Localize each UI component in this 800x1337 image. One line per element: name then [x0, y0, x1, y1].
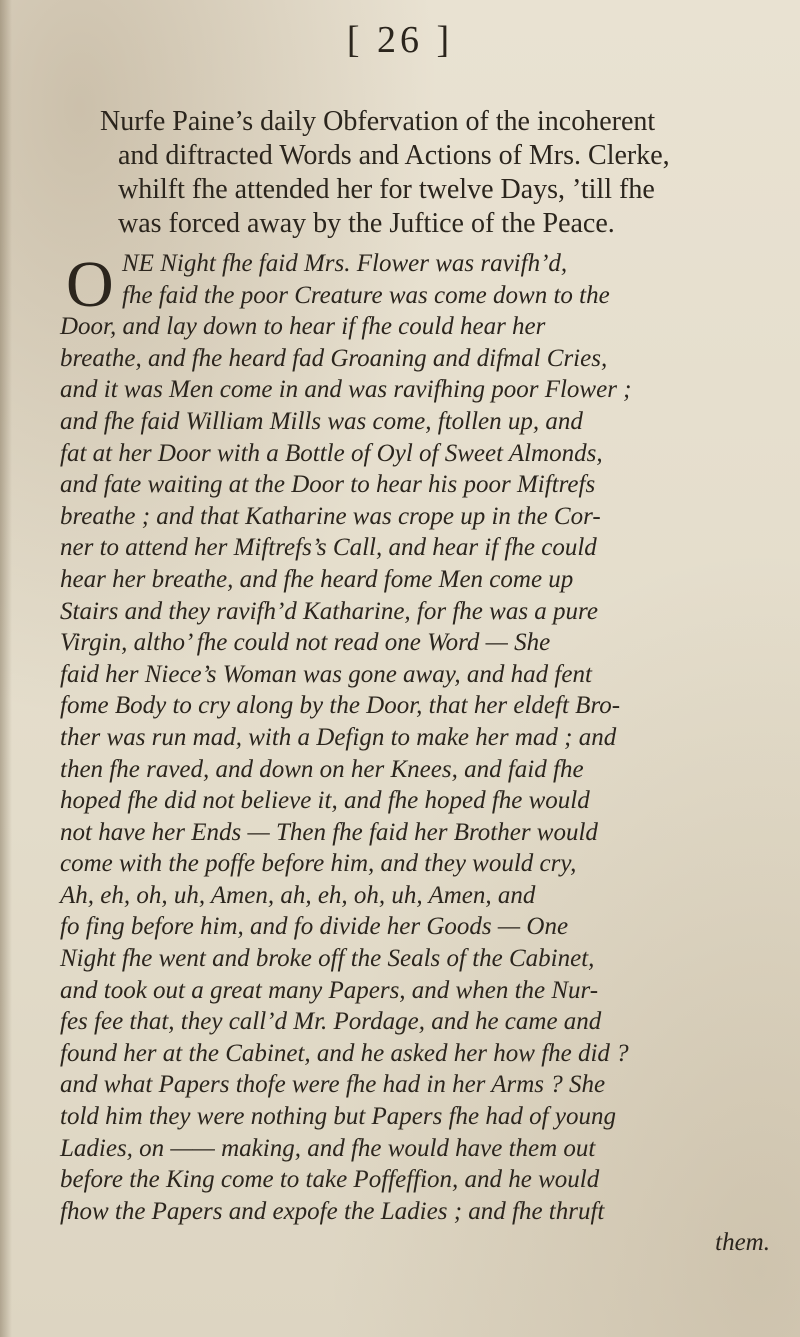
text-line: faid her Niece’s Woman was gone away, and had fent: [60, 660, 592, 688]
chapter-heading: [100, 105, 790, 241]
text-line: Stairs and they ravifh’d Katharine, for fhe was a pure: [60, 597, 598, 625]
text-line: found her at the Cabinet, and he asked her how fhe did ?: [60, 1039, 629, 1067]
heading-line: and diftracted Words and Actions of Mrs. Clerke,: [118, 140, 670, 171]
text-line: come with the poffe before him, and they would cry,: [60, 850, 577, 878]
body-text: [60, 248, 790, 1259]
text-line: fo fing before him, and fo divide her Goods — One: [60, 913, 569, 941]
text-line: and what Papers thofe were fhe had in her Arms ? She: [60, 1071, 606, 1099]
text-line: and fhe faid William Mills was come, ftollen up, and: [60, 407, 583, 435]
text-line: fhow the Papers and expofe the Ladies ; and fhe thruft: [60, 1197, 605, 1225]
heading-line: whilft fhe attended her for twelve Days, ’till fhe: [118, 174, 655, 205]
text-line: Ladies, on —— making, and fhe would have them out: [60, 1134, 596, 1162]
drop-cap: O: [66, 248, 114, 321]
text-line: Virgin, altho’ fhe could not read one Word — She: [60, 629, 551, 657]
text-line: hoped fhe did not believe it, and fhe hoped fhe would: [60, 787, 590, 815]
text-line: and took out a great many Papers, and when the Nur-: [60, 976, 599, 1004]
text-line: before the King come to take Poffeffion, and he would: [60, 1166, 600, 1194]
text-line: fes fee that, they call’d Mr. Pordage, and he came and: [60, 1008, 602, 1036]
text-line: fome Body to cry along by the Door, that her eldeft Bro-: [60, 692, 621, 720]
page-edge-shadow: [0, 0, 12, 1337]
text-line: Night fhe went and broke off the Seals of the Cabinet,: [60, 945, 595, 973]
text-line: breathe ; and that Katharine was crope up in the Cor-: [60, 502, 601, 530]
heading-line: was forced away by the Juftice of the Peace.: [118, 208, 615, 239]
text-line: hear her breathe, and fhe heard fome Men come up: [60, 565, 574, 593]
page-number: [ 26 ]: [346, 19, 454, 61]
text-line: and fate waiting at the Door to hear his poor Miftrefs: [60, 471, 596, 499]
text-line: fat at her Door with a Bottle of Oyl of Sweet Almonds,: [60, 439, 603, 467]
text-line: not have her Ends — Then fhe faid her Brother would: [60, 818, 598, 846]
text-line: told him they were nothing but Papers fhe had of young: [60, 1103, 616, 1131]
text-line: ther was run mad, with a Defign to make her mad ; and: [60, 723, 617, 751]
text-line: then fhe raved, and down on her Knees, and faid fhe: [60, 755, 584, 783]
text-line: breathe, and fhe heard fad Groaning and difmal Cries,: [60, 344, 608, 372]
text-line: fhe faid the poor Creature was come down to the: [122, 281, 610, 309]
text-line: NE Night fhe faid Mrs. Flower was ravifh’d,: [122, 250, 568, 277]
text-line: ner to attend her Miftrefs’s Call, and hear if fhe could: [60, 534, 597, 562]
text-line: Door, and lay down to hear if fhe could hear her: [60, 313, 546, 341]
text-line: and it was Men come in and was ravifhing poor Flower ;: [60, 376, 632, 404]
text-line: Ah, eh, oh, uh, Amen, ah, eh, oh, uh, Amen, and: [60, 881, 536, 909]
text-line: them.: [715, 1229, 770, 1257]
heading-line: Nurfe Paine’s daily Obfervation of the incoherent: [100, 106, 656, 137]
